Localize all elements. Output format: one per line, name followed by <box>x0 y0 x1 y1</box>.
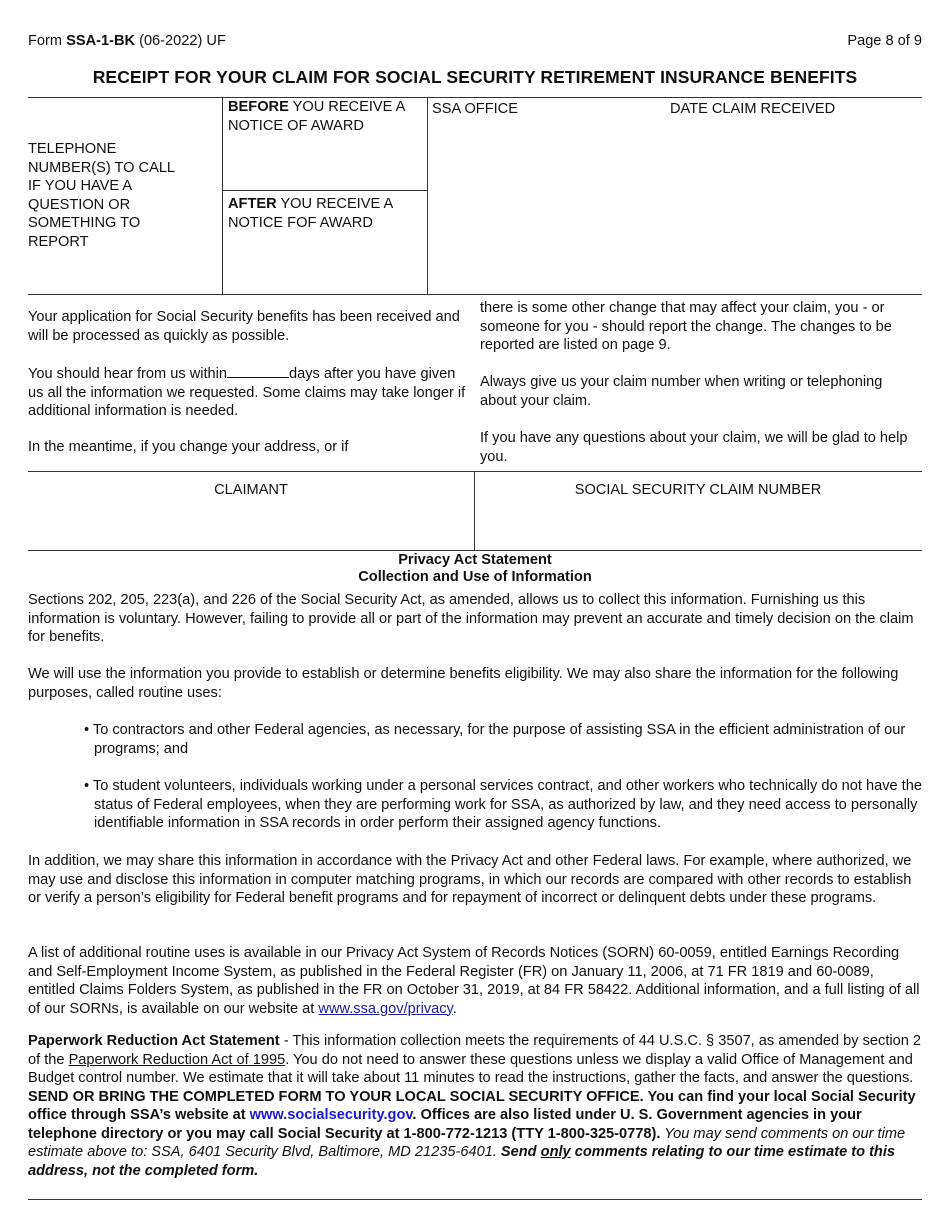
receipt-left-p1: Your application for Social Security benefits has been received and will be processed as quickly as possible. <box>28 309 460 344</box>
paperwork-heading: Paperwork Reduction Act Statement <box>28 1033 280 1049</box>
ssa-office-field[interactable]: SSA OFFICE <box>432 101 518 117</box>
privacy-p4 <box>28 944 922 1018</box>
after-award-field[interactable] <box>228 195 424 232</box>
before-bold: BEFORE <box>228 99 289 115</box>
form-prefix: Form <box>28 33 67 49</box>
claim-number-field[interactable]: SOCIAL SECURITY CLAIM NUMBER <box>574 482 822 498</box>
paperwork-act-link[interactable]: Paperwork Reduction Act of 1995 <box>68 1051 286 1068</box>
paperwork-statement <box>28 1032 922 1180</box>
paperwork-bi-1: Send <box>500 1144 541 1160</box>
receipt-days-b: days after you have given us all the information we requested. Some claims may take longer if additional information is needed. <box>28 366 466 419</box>
privacy-heading <box>0 552 950 585</box>
divider <box>222 190 427 191</box>
divider <box>28 471 922 472</box>
privacy-p2: We will use the information you provide to establish or determine benefits eligibility. We may also share the information for the following purposes, called routine uses: <box>28 666 899 701</box>
receipt-right-p1: there is some other change that may affect your claim, you - or someone for you - should report the change. The changes to be reported are listed on page 9. <box>480 300 892 353</box>
paperwork-bi-2: comments relating to our time estimate to this address, not the completed form. <box>28 1144 896 1179</box>
claimant-field[interactable]: CLAIMANT <box>214 482 288 498</box>
paperwork-bold-1: SEND OR BRING THE COMPLETED FORM TO YOUR LOCAL SOCIAL SECURITY OFFICE. You can find your local Social Security office through SSA’s website at <box>28 1088 916 1123</box>
privacy-p3: In addition, we may share this information in accordance with the Privacy Act and other Federal laws. For example, where authorized, we may use and disclose this information in computer matching programs, in which our records are compared with other records to establish or verify a person’s eligibility for Federal benefit programs and for repayment of incorrect or delinquent debts under these programs. <box>28 853 912 906</box>
paperwork-text-1: - This information collection meets the requirements of 44 U.S.C. § 3507, as amended by section 2 of the <box>28 1033 922 1068</box>
date-claim-received-field[interactable]: DATE CLAIM RECEIVED <box>670 101 836 117</box>
socialsecurity-link[interactable]: www.socialsecurity.gov <box>249 1107 413 1123</box>
privacy-p4-text: A list of additional routine uses is available in our Privacy Act System of Records Notices (SORN) 60-0059, entitled Earnings Recording and Self-Employment Income System, as published in the Federal Register (FR) on January 11, 2006, at 71 FR 1819 and 60-0089, entitled Claims Folders System, as published in the FR on October 31, 2019, at 84 FR 58422. Additional information, and a full listing of all of our SORNs, is available on our website at <box>28 945 920 1017</box>
receipt-days-a: You should hear from us within <box>28 366 228 382</box>
paperwork-text-2: . You do not need to answer these questions unless we display a valid Office of Management and Budget control number. We estimate that it will take about 11 minutes to read the instructions, gather the facts, and answer the questions. <box>28 1051 914 1086</box>
privacy-heading-2: Collection and Use of Information <box>358 568 592 585</box>
privacy-heading-1: Privacy Act Statement <box>398 552 552 568</box>
receipt-right-p2: Always give us your claim number when writing or telephoning about your claim. <box>480 374 883 409</box>
paperwork-bold-2: . Offices are also listed under U. S. Government agencies in your telephone directory or you may call Social Security at 1-800-772-1213 (TTY 1-800-325-0778). <box>28 1107 862 1142</box>
paperwork-bi-only: only <box>540 1144 571 1160</box>
form-edition: (06-2022) UF <box>135 33 226 49</box>
form-id: SSA-1-BK <box>66 33 136 49</box>
paperwork-italic: You may send comments on our time estimate above to: SSA, 6401 Security Blvd, Baltimore, MD 21235-6401. <box>28 1125 906 1160</box>
footer-divider <box>28 1199 922 1200</box>
page-number: Page 8 of 9 <box>847 33 922 49</box>
phone-label: TELEPHONE NUMBER(S) TO CALL IF YOU HAVE A QUESTION OR SOMETHING TO REPORT <box>28 141 175 250</box>
before-rest: YOU RECEIVE A NOTICE OF AWARD <box>228 99 405 134</box>
divider <box>28 97 922 98</box>
after-bold: AFTER <box>228 196 277 212</box>
receipt-left-p2 <box>28 364 468 421</box>
divider <box>28 550 922 551</box>
after-rest: YOU RECEIVE A NOTICE FOF AWARD <box>228 196 393 231</box>
receipt-left-p3: In the meantime, if you change your address, or if <box>28 439 349 455</box>
routine-use-bullet-2: • To student volunteers, individuals working under a personal services contract, and other workers who technically do not have the status of Federal employees, when they are performing work for SSA, as authorized by law, and they need access to personally identifiable information in SSA records in order perform their assigned agency functions. <box>84 778 922 831</box>
privacy-p1: Sections 202, 205, 223(a), and 226 of the Social Security Act, as amended, allows us to collect this information. Furnishing us this information is voluntary. However, failing to provide all or part of the information may prevent an accurate and timely decision on the claim for benefits. <box>28 592 914 645</box>
form-title: RECEIPT FOR YOUR CLAIM FOR SOCIAL SECURITY RETIREMENT INSURANCE BENEFITS <box>92 67 858 87</box>
receipt-right-p3: If you have any questions about your claim, we will be glad to help you. <box>480 430 908 465</box>
divider <box>222 97 223 294</box>
form-number <box>28 33 226 49</box>
page-header <box>28 33 922 49</box>
before-award-field[interactable] <box>228 98 424 135</box>
privacy-link[interactable]: www.ssa.gov/privacy <box>318 1000 453 1017</box>
routine-use-bullet-1: • To contractors and other Federal agencies, as necessary, for the purpose of assisting SSA in the efficient administration of our programs; and <box>84 722 906 757</box>
days-blank[interactable] <box>227 364 289 378</box>
divider <box>427 97 428 294</box>
divider <box>28 294 922 295</box>
privacy-p4-end: . <box>452 1000 457 1017</box>
